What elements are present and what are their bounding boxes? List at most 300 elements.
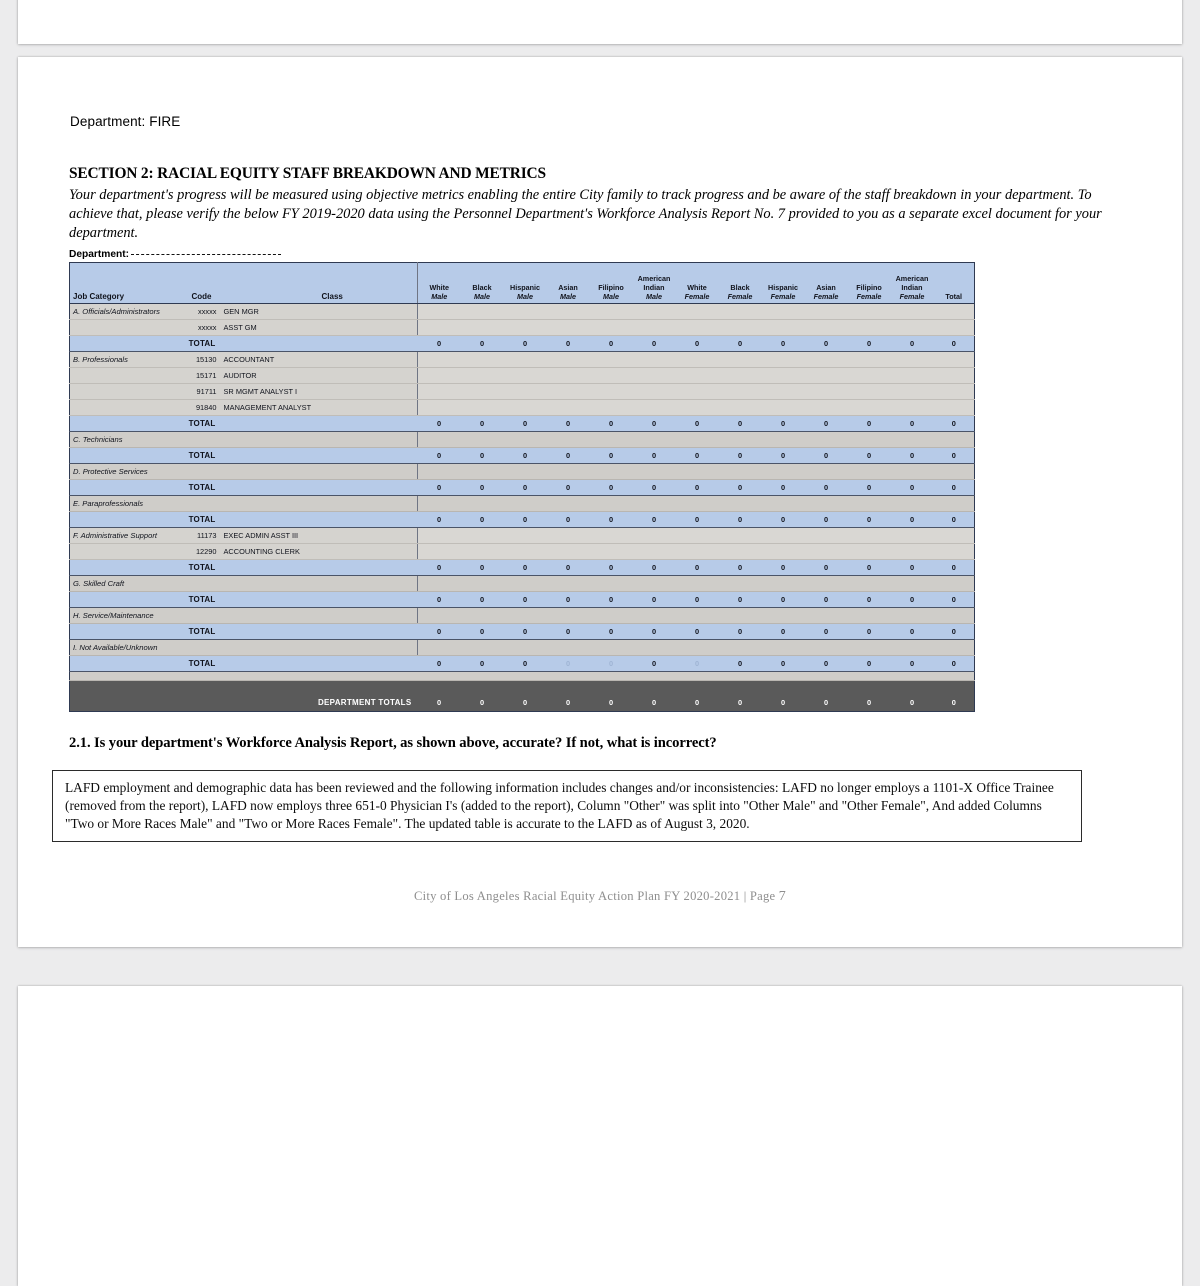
department-line: Department: FIRE xyxy=(70,114,181,129)
table-cell-empty xyxy=(676,544,719,560)
table-row xyxy=(70,544,975,560)
table-grand-total-row xyxy=(70,681,975,712)
table-cell-empty xyxy=(891,352,934,368)
table-cell-category: E. Paraprofessionals xyxy=(70,496,182,512)
table-cell-code: xxxxx xyxy=(182,304,222,320)
table-cell-empty xyxy=(590,384,633,400)
table-row xyxy=(70,384,975,400)
table-cell-empty xyxy=(590,432,633,448)
table-cell-empty xyxy=(504,496,547,512)
table-total-row xyxy=(70,560,975,576)
table-cell-empty xyxy=(676,320,719,336)
table-cell-empty xyxy=(461,464,504,480)
table-cell-value: 0 xyxy=(676,592,719,608)
table-cell-value: 0 xyxy=(633,480,676,496)
table-cell-code: 91840 xyxy=(182,400,222,416)
table-cell-empty xyxy=(805,496,848,512)
table-cell-value: 0 xyxy=(891,592,934,608)
table-cell-spacer xyxy=(222,656,418,672)
table-cell-spacer xyxy=(70,448,182,464)
table-cell-empty xyxy=(805,400,848,416)
table-cell-empty xyxy=(805,544,848,560)
table-cell-empty xyxy=(461,304,504,320)
table-cell-value: 0 xyxy=(891,624,934,640)
table-cell-empty xyxy=(633,352,676,368)
column-header-group: Black xyxy=(730,283,750,292)
table-cell-empty xyxy=(848,576,891,592)
table-grand-total-label: DEPARTMENT TOTALS xyxy=(182,681,418,712)
table-cell-empty xyxy=(719,304,762,320)
table-cell-value: 0 xyxy=(891,416,934,432)
column-header-group: Filipino xyxy=(856,283,882,292)
table-cell-category xyxy=(70,400,182,416)
table-cell-empty xyxy=(633,576,676,592)
table-cell-empty xyxy=(590,400,633,416)
table-cell-value: 0 xyxy=(461,480,504,496)
table-cell-value: 0 xyxy=(504,416,547,432)
table-cell-empty xyxy=(676,384,719,400)
table-cell-empty xyxy=(633,384,676,400)
table-cell-empty xyxy=(461,352,504,368)
table-cell-value: 0 xyxy=(848,448,891,464)
table-cell-value: 0 xyxy=(418,448,461,464)
table-cell-value: 0 xyxy=(934,592,975,608)
table-cell-empty xyxy=(676,496,719,512)
table-cell-empty xyxy=(504,432,547,448)
table-header xyxy=(70,263,975,304)
table-total-row xyxy=(70,592,975,608)
table-cell-value: 0 xyxy=(547,336,590,352)
table-cell-empty xyxy=(590,528,633,544)
column-header-data-2 xyxy=(504,263,547,304)
table-cell-value: 0 xyxy=(762,681,805,712)
table-cell-value: 0 xyxy=(633,560,676,576)
table-cell-value: 0 xyxy=(848,416,891,432)
table-cell-value: 0 xyxy=(590,656,633,672)
table-cell-empty xyxy=(891,320,934,336)
table-cell-empty xyxy=(762,432,805,448)
table-cell-value: 0 xyxy=(762,480,805,496)
table-cell-value: 0 xyxy=(590,480,633,496)
table-body xyxy=(70,304,975,712)
table-cell-empty xyxy=(719,528,762,544)
table-cell-empty xyxy=(418,544,461,560)
column-header-group: Asian xyxy=(558,283,578,292)
table-row xyxy=(70,608,975,624)
table-cell-empty xyxy=(590,352,633,368)
table-cell-empty xyxy=(934,304,975,320)
table-cell-empty xyxy=(805,608,848,624)
table-spacer-row xyxy=(70,672,975,681)
table-cell-empty xyxy=(633,432,676,448)
table-cell-code xyxy=(182,496,222,512)
table-department-label-text: Department: xyxy=(69,249,130,260)
column-header-group: Hispanic xyxy=(510,283,540,292)
table-cell-empty xyxy=(891,368,934,384)
table-cell-empty xyxy=(547,432,590,448)
table-cell-value: 0 xyxy=(805,681,848,712)
table-cell-empty xyxy=(719,496,762,512)
table-cell-value: 0 xyxy=(676,480,719,496)
table-cell-empty xyxy=(848,528,891,544)
table-cell-empty xyxy=(461,544,504,560)
table-cell-value: 0 xyxy=(848,480,891,496)
table-cell-empty xyxy=(461,640,504,656)
table-cell-empty xyxy=(805,384,848,400)
table-cell-class xyxy=(222,496,418,512)
table-cell-empty xyxy=(504,320,547,336)
table-cell-value: 0 xyxy=(504,480,547,496)
table-row xyxy=(70,368,975,384)
workforce-analysis-table xyxy=(69,262,975,712)
table-cell-class: ACCOUNTING CLERK xyxy=(222,544,418,560)
next-page-sheet xyxy=(18,986,1182,1286)
table-cell-class xyxy=(222,576,418,592)
table-cell-empty xyxy=(891,576,934,592)
table-cell-spacer xyxy=(70,416,182,432)
table-cell-empty xyxy=(934,368,975,384)
table-cell-value: 0 xyxy=(805,592,848,608)
table-cell-empty xyxy=(934,464,975,480)
table-total-label: TOTAL xyxy=(182,480,222,496)
table-cell-class: ACCOUNTANT xyxy=(222,352,418,368)
table-cell-value: 0 xyxy=(934,560,975,576)
table-cell-spacer xyxy=(70,681,182,712)
table-cell-empty xyxy=(762,496,805,512)
table-cell-empty xyxy=(762,576,805,592)
section-body-text: Your department's progress will be measured using objective metrics enabling the entire City family to track progress and be aware of the staff breakdown in your department. To achieve that, please verify the below FY 2019-2020 data using the Personnel Department's Workforce Analysis Report No. 7 provided to you as a separate excel document for your department. xyxy=(69,187,1102,242)
table-cell-spacer xyxy=(222,448,418,464)
table-cell-spacer xyxy=(70,512,182,528)
table-cell-value: 0 xyxy=(676,656,719,672)
table-cell-empty xyxy=(676,400,719,416)
table-cell-value: 0 xyxy=(805,624,848,640)
table-cell-empty xyxy=(418,528,461,544)
table-cell-empty xyxy=(762,400,805,416)
table-cell-value: 0 xyxy=(762,656,805,672)
table-cell-category xyxy=(70,368,182,384)
table-cell-value: 0 xyxy=(805,336,848,352)
table-cell-value: 0 xyxy=(676,560,719,576)
table-cell-empty xyxy=(590,320,633,336)
table-cell-empty xyxy=(676,640,719,656)
table-cell-value: 0 xyxy=(719,336,762,352)
table-cell-code xyxy=(182,640,222,656)
table-cell-category: I. Not Available/Unknown xyxy=(70,640,182,656)
table-cell-value: 0 xyxy=(418,416,461,432)
table-cell-empty xyxy=(934,432,975,448)
column-header-sub: Male xyxy=(431,292,448,301)
table-cell-value: 0 xyxy=(547,592,590,608)
table-cell-value: 0 xyxy=(805,480,848,496)
table-cell-empty xyxy=(762,544,805,560)
table-cell-spacer xyxy=(70,480,182,496)
table-cell-empty xyxy=(504,384,547,400)
table-cell-empty xyxy=(418,464,461,480)
table-cell-empty xyxy=(719,672,762,681)
table-cell-empty xyxy=(633,672,676,681)
table-cell-value: 0 xyxy=(590,416,633,432)
table-cell-value: 0 xyxy=(848,592,891,608)
table-cell-category xyxy=(70,320,182,336)
table-cell-value: 0 xyxy=(590,336,633,352)
table-cell-value: 0 xyxy=(719,681,762,712)
table-cell-empty xyxy=(934,400,975,416)
table-cell-empty xyxy=(676,576,719,592)
table-cell-empty xyxy=(633,640,676,656)
table-cell-value: 0 xyxy=(891,681,934,712)
table-row xyxy=(70,496,975,512)
table-cell-value: 0 xyxy=(891,480,934,496)
table-cell-empty xyxy=(504,640,547,656)
table-cell-value: 0 xyxy=(891,448,934,464)
table-cell-empty xyxy=(461,672,504,681)
column-header-data-8 xyxy=(762,263,805,304)
table-cell-value: 0 xyxy=(547,480,590,496)
table-cell-value: 0 xyxy=(547,416,590,432)
table-cell-code xyxy=(182,432,222,448)
page-footer xyxy=(18,889,1182,905)
table-cell-empty xyxy=(676,608,719,624)
table-cell-empty xyxy=(590,672,633,681)
table-cell-empty xyxy=(504,304,547,320)
column-header-sub: Male xyxy=(517,292,533,301)
column-header-data-7 xyxy=(719,263,762,304)
table-cell-code xyxy=(182,464,222,480)
table-cell-empty xyxy=(547,608,590,624)
table-cell-value: 0 xyxy=(461,560,504,576)
table-cell-value: 0 xyxy=(504,512,547,528)
table-cell-empty xyxy=(848,368,891,384)
table-row xyxy=(70,304,975,320)
table-total-row xyxy=(70,656,975,672)
table-cell-empty xyxy=(504,528,547,544)
table-cell-value: 0 xyxy=(805,656,848,672)
table-cell-value: 0 xyxy=(719,560,762,576)
table-cell-empty xyxy=(547,528,590,544)
table-cell-value: 0 xyxy=(891,656,934,672)
table-cell-empty xyxy=(848,320,891,336)
table-cell-empty xyxy=(461,496,504,512)
table-cell-empty xyxy=(891,672,934,681)
table-header-row xyxy=(70,263,975,304)
table-cell-value: 0 xyxy=(934,624,975,640)
table-total-label: TOTAL xyxy=(182,416,222,432)
table-cell-empty xyxy=(461,608,504,624)
table-cell-category: A. Officials/Administrators xyxy=(70,304,182,320)
table-cell-value: 0 xyxy=(891,560,934,576)
table-cell-empty xyxy=(633,368,676,384)
table-cell-value: 0 xyxy=(891,336,934,352)
table-cell-empty xyxy=(461,368,504,384)
table-cell-empty xyxy=(547,304,590,320)
table-cell-value: 0 xyxy=(762,592,805,608)
table-cell-empty xyxy=(934,528,975,544)
table-cell-empty xyxy=(547,496,590,512)
table-cell-empty xyxy=(633,320,676,336)
table-cell-empty xyxy=(418,368,461,384)
table-cell-spacer xyxy=(222,560,418,576)
table-cell-empty xyxy=(762,640,805,656)
table-cell-value: 0 xyxy=(547,560,590,576)
table-cell-empty xyxy=(547,640,590,656)
table-cell-empty xyxy=(504,576,547,592)
table-cell-code: 91711 xyxy=(182,384,222,400)
table-cell-value: 0 xyxy=(461,336,504,352)
column-header-data-12 xyxy=(934,263,975,304)
table-department-label xyxy=(69,249,281,260)
table-cell-class xyxy=(222,640,418,656)
table-cell-empty xyxy=(719,432,762,448)
table-cell-empty xyxy=(633,304,676,320)
column-header-top: American xyxy=(637,274,671,283)
table-cell-empty xyxy=(633,400,676,416)
section-title: SECTION 2: RACIAL EQUITY STAFF BREAKDOWN AND METRICS xyxy=(69,165,546,182)
table-cell-spacer xyxy=(70,592,182,608)
table-cell-empty xyxy=(934,640,975,656)
table-cell-empty xyxy=(934,608,975,624)
table-cell-value: 0 xyxy=(504,624,547,640)
table-cell-empty xyxy=(848,352,891,368)
table-cell-code: 15171 xyxy=(182,368,222,384)
column-header-sub: Female xyxy=(813,292,839,301)
table-cell-value: 0 xyxy=(934,448,975,464)
table-cell-empty xyxy=(848,608,891,624)
table-cell-value: 0 xyxy=(547,448,590,464)
column-header-sub: Female xyxy=(856,292,882,301)
table-row xyxy=(70,576,975,592)
table-cell-empty xyxy=(848,304,891,320)
column-header-sub: Male xyxy=(603,292,619,301)
table-cell-value: 0 xyxy=(719,656,762,672)
answer-textbox[interactable] xyxy=(52,770,1082,842)
table-cell-empty xyxy=(461,320,504,336)
table-cell-value: 0 xyxy=(848,512,891,528)
previous-page-sheet xyxy=(18,0,1182,44)
table-cell-empty xyxy=(934,672,975,681)
column-header-sub: Male xyxy=(560,292,576,301)
table-cell-empty xyxy=(805,528,848,544)
table-cell-empty xyxy=(633,528,676,544)
table-cell-spacer xyxy=(222,592,418,608)
table-cell-code: 11173 xyxy=(182,528,222,544)
table-cell-value: 0 xyxy=(676,416,719,432)
table-cell-empty xyxy=(762,352,805,368)
table-cell-empty xyxy=(633,544,676,560)
table-cell-empty xyxy=(805,352,848,368)
table-row xyxy=(70,528,975,544)
column-header-code: Code xyxy=(182,263,222,304)
column-header-group: Indian xyxy=(901,283,923,292)
table-cell-empty xyxy=(418,640,461,656)
table-cell-value: 0 xyxy=(891,512,934,528)
table-cell-value: 0 xyxy=(590,592,633,608)
table-cell-value: 0 xyxy=(590,624,633,640)
column-header-group: White xyxy=(687,283,707,292)
table-row xyxy=(70,352,975,368)
column-header-sub: Female xyxy=(727,292,753,301)
table-cell-empty xyxy=(848,640,891,656)
table-cell-value: 0 xyxy=(418,656,461,672)
table-cell-spacer xyxy=(222,336,418,352)
table-cell-code xyxy=(182,576,222,592)
table-cell-empty xyxy=(590,496,633,512)
table-cell-value: 0 xyxy=(504,336,547,352)
column-header-data-1 xyxy=(461,263,504,304)
table-cell-empty xyxy=(762,320,805,336)
table-cell-empty xyxy=(848,496,891,512)
table-cell-class xyxy=(222,464,418,480)
table-cell-value: 0 xyxy=(762,560,805,576)
table-total-label: TOTAL xyxy=(182,512,222,528)
table-cell-empty xyxy=(504,464,547,480)
table-cell-empty xyxy=(547,576,590,592)
table-cell-empty xyxy=(762,368,805,384)
table-cell-empty xyxy=(418,384,461,400)
table-cell-empty xyxy=(891,464,934,480)
table-cell-empty xyxy=(848,400,891,416)
table-total-label: TOTAL xyxy=(182,560,222,576)
column-header-sub: Female xyxy=(770,292,796,301)
table-cell-empty xyxy=(461,400,504,416)
table-cell-value: 0 xyxy=(934,480,975,496)
table-cell-empty xyxy=(934,320,975,336)
column-header-data-0 xyxy=(418,263,461,304)
table-total-label: TOTAL xyxy=(182,448,222,464)
table-cell-spacer xyxy=(70,560,182,576)
table-cell-value: 0 xyxy=(676,681,719,712)
table-cell-empty xyxy=(805,432,848,448)
table-cell-value: 0 xyxy=(762,624,805,640)
table-cell-value: 0 xyxy=(633,448,676,464)
table-cell-value: 0 xyxy=(633,592,676,608)
table-cell-category xyxy=(70,544,182,560)
column-header-total-label: Total xyxy=(945,292,963,301)
table-cell-value: 0 xyxy=(633,624,676,640)
table-cell-value: 0 xyxy=(461,624,504,640)
table-cell-category xyxy=(70,384,182,400)
column-header-group: Black xyxy=(472,283,492,292)
table-row xyxy=(70,640,975,656)
table-cell-value: 0 xyxy=(418,681,461,712)
table-cell-value: 0 xyxy=(676,336,719,352)
table-cell-spacer xyxy=(222,512,418,528)
table-cell-empty xyxy=(461,528,504,544)
table-cell-empty xyxy=(547,352,590,368)
column-header-sub: Female xyxy=(684,292,710,301)
table-cell-empty xyxy=(762,304,805,320)
table-cell-empty xyxy=(891,528,934,544)
table-cell-empty xyxy=(504,352,547,368)
table-cell-value: 0 xyxy=(633,681,676,712)
column-header-sub: Male xyxy=(474,292,490,301)
table-cell-value: 0 xyxy=(461,592,504,608)
table-cell-empty xyxy=(590,368,633,384)
table-cell-empty xyxy=(805,320,848,336)
table-cell-value: 0 xyxy=(934,416,975,432)
question-2-1-title: 2.1. Is your department's Workforce Analysis Report, as shown above, accurate? If not, what is incorrect? xyxy=(69,735,717,751)
table-cell-value: 0 xyxy=(719,480,762,496)
column-header-top: American xyxy=(895,274,929,283)
table-cell-value: 0 xyxy=(547,656,590,672)
table-cell-value: 0 xyxy=(934,336,975,352)
table-cell-value: 0 xyxy=(633,336,676,352)
table-cell-empty xyxy=(590,544,633,560)
table-cell-empty xyxy=(633,496,676,512)
table-cell-value: 0 xyxy=(504,656,547,672)
table-cell-value: 0 xyxy=(633,656,676,672)
table-cell-category: B. Professionals xyxy=(70,352,182,368)
